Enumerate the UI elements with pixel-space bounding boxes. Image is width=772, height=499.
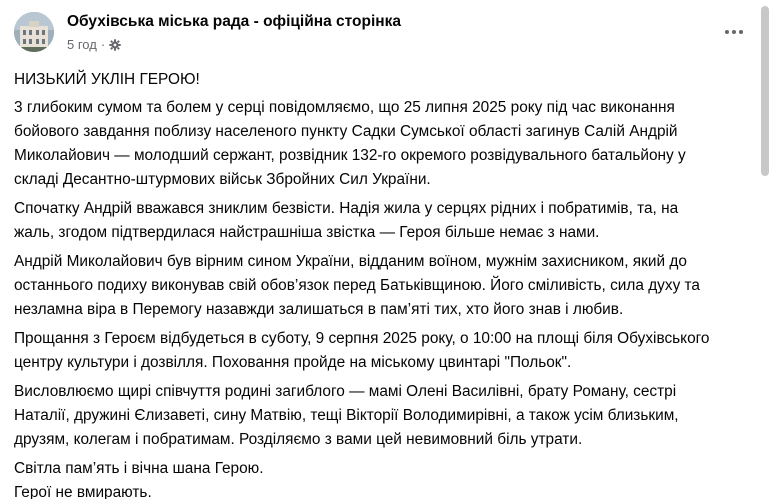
post-paragraph: Висловлюємо щирі співчуття родині загиблого — мамі Олені Василівні, брату Роману, сестрі Наталії, дружині Єлизаветі, сину Матвію, тещі Вікторії Володимирівні, а також усім близьким, друзям, колегам і побратимам. Розділяємо з вами цей невимовний біль утрати. [14,383,679,448]
post-timestamp[interactable]: 5 год [67,37,97,52]
gear-icon[interactable] [109,39,121,51]
post-headline: НИЗЬКИЙ УКЛІН ГЕРОЮ! [14,71,200,88]
building-avatar-icon [14,12,54,52]
scrollbar[interactable] [758,0,772,499]
post-closing: Світла пам’ять і вічна шана Герою. Герої не вмирають. [14,460,264,499]
post-paragraph: 3 глибоким сумом та болем у серці повідомляємо, що 25 липня 2025 року під час виконання бойового завдання поблизу населеного пункту Садки Сумської області загинув Салій Андрій Миколайович — молодший сержант, розвідник 132-го окремого розвідувального батальйону у складі Десантно-штурмових військ Збройних Сил України. [14,99,686,188]
more-dots-icon[interactable] [722,22,746,42]
post-paragraph: Спочатку Андрій вважався зниклим безвісти. Надія жила у серцях рідних і побратимів, та, на жаль, згодом підтвердилася найстрашніша звістка — Героя більше немає з нами. [14,200,679,241]
page-name-link[interactable]: Обухівська міська рада - офіційна сторінка [67,13,402,30]
post-text [14,68,750,499]
page-avatar[interactable] [14,12,54,52]
post-paragraph: Прощання з Героєм відбудеться в суботу, 9 серпня 2025 року, о 10:00 на площі біля Обухівського центру культури і дозвілля. Поховання пройде на міському цвинтарі "Польок". [14,330,710,371]
meta-separator: · [100,37,106,52]
post-paragraph: Андрій Миколайович був вірним сином України, відданим воїном, мужнім захисником, який до останнього подиху виконував свій обов’язок перед Батьківщиною. Його сміливість, сила духу та незламна віра в Перемогу назавжди залишаться в пам’яті тих, хто його знав і любив. [14,253,700,318]
post-header [0,0,772,62]
post-meta [67,37,121,52]
scrollbar-thumb[interactable] [761,6,769,176]
